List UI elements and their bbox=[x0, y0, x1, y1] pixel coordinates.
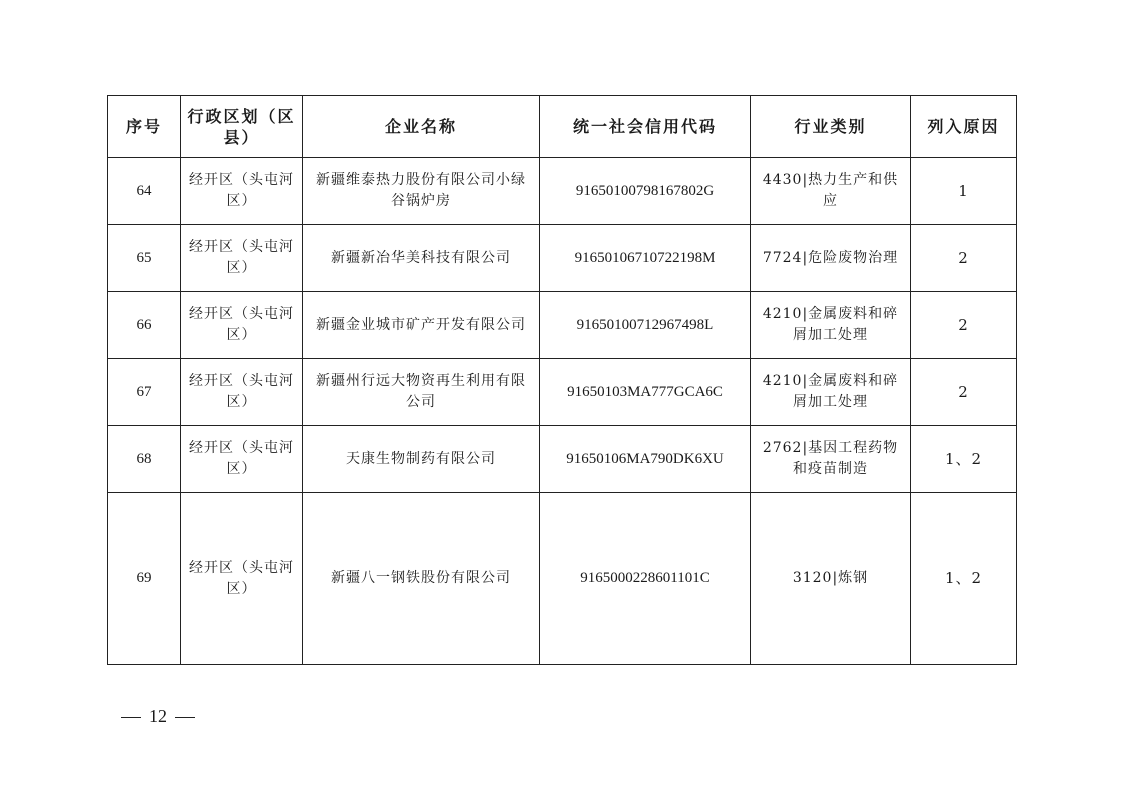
cell-credit-code: 9165000228601101C bbox=[540, 493, 751, 665]
header-credit-code: 统一社会信用代码 bbox=[540, 96, 751, 158]
cell-credit-code: 91650106710722198M bbox=[540, 225, 751, 292]
cell-district: 经开区（头屯河区） bbox=[181, 158, 303, 225]
cell-credit-code: 91650100798167802G bbox=[540, 158, 751, 225]
table-row bbox=[108, 426, 1017, 493]
page-number: 12 bbox=[149, 706, 167, 726]
table-row bbox=[108, 493, 1017, 665]
cell-credit-code: 91650100712967498L bbox=[540, 292, 751, 359]
cell-district: 经开区（头屯河区） bbox=[181, 225, 303, 292]
cell-credit-code: 91650103MA777GCA6C bbox=[540, 359, 751, 426]
cell-district: 经开区（头屯河区） bbox=[181, 493, 303, 665]
cell-reason: 2 bbox=[911, 292, 1017, 359]
cell-company: 新疆新冶华美科技有限公司 bbox=[303, 225, 540, 292]
cell-serial: 66 bbox=[108, 292, 181, 359]
table-header-row bbox=[108, 96, 1017, 158]
cell-industry: 4430|热力生产和供应 bbox=[751, 158, 911, 225]
header-reason: 列入原因 bbox=[911, 96, 1017, 158]
cell-company: 天康生物制药有限公司 bbox=[303, 426, 540, 493]
cell-district: 经开区（头屯河区） bbox=[181, 359, 303, 426]
footer-dash-right bbox=[175, 717, 195, 718]
cell-reason: 2 bbox=[911, 225, 1017, 292]
cell-company: 新疆八一钢铁股份有限公司 bbox=[303, 493, 540, 665]
header-serial: 序号 bbox=[108, 96, 181, 158]
footer-dash-left bbox=[121, 717, 141, 718]
cell-company: 新疆州行远大物资再生利用有限公司 bbox=[303, 359, 540, 426]
table-row bbox=[108, 225, 1017, 292]
table-row bbox=[108, 158, 1017, 225]
cell-company: 新疆维泰热力股份有限公司小绿谷锅炉房 bbox=[303, 158, 540, 225]
header-district: 行政区划（区县） bbox=[181, 96, 303, 158]
page-footer bbox=[113, 706, 203, 727]
cell-credit-code: 91650106MA790DK6XU bbox=[540, 426, 751, 493]
cell-reason: 1、2 bbox=[911, 426, 1017, 493]
cell-serial: 68 bbox=[108, 426, 181, 493]
cell-reason: 2 bbox=[911, 359, 1017, 426]
cell-serial: 64 bbox=[108, 158, 181, 225]
header-industry: 行业类别 bbox=[751, 96, 911, 158]
cell-district: 经开区（头屯河区） bbox=[181, 426, 303, 493]
cell-reason: 1 bbox=[911, 158, 1017, 225]
cell-industry: 4210|金属废料和碎屑加工处理 bbox=[751, 359, 911, 426]
cell-industry: 3120|炼钢 bbox=[751, 493, 911, 665]
cell-company: 新疆金业城市矿产开发有限公司 bbox=[303, 292, 540, 359]
enterprise-table bbox=[107, 95, 1017, 665]
cell-reason: 1、2 bbox=[911, 493, 1017, 665]
header-company: 企业名称 bbox=[303, 96, 540, 158]
table-row bbox=[108, 292, 1017, 359]
cell-industry: 7724|危险废物治理 bbox=[751, 225, 911, 292]
cell-serial: 65 bbox=[108, 225, 181, 292]
table-row bbox=[108, 359, 1017, 426]
cell-industry: 2762|基因工程药物和疫苗制造 bbox=[751, 426, 911, 493]
cell-serial: 67 bbox=[108, 359, 181, 426]
cell-district: 经开区（头屯河区） bbox=[181, 292, 303, 359]
cell-serial: 69 bbox=[108, 493, 181, 665]
cell-industry: 4210|金属废料和碎屑加工处理 bbox=[751, 292, 911, 359]
